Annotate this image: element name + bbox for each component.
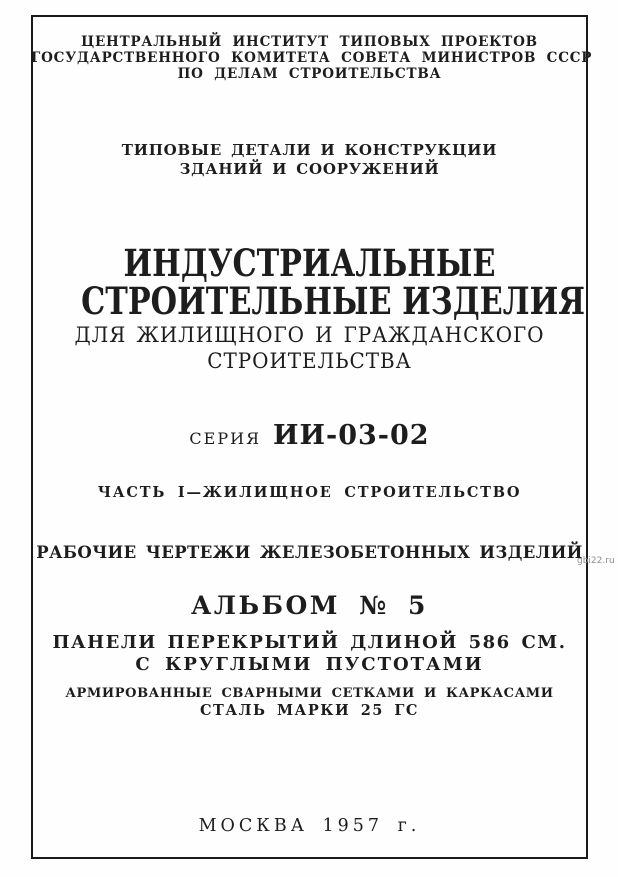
main-title-for-line-1: ДЛЯ ЖИЛИЩНОГО И ГРАЖДАНСКОГО <box>74 323 545 347</box>
series-row <box>31 420 588 451</box>
album-number-line: АЛЬБОМ № 5 <box>191 591 428 620</box>
main-title-line-2: СТРОИТЕЛЬНЫЕ ИЗДЕЛИЯ <box>81 279 586 323</box>
typical-details-line-2: ЗДАНИЙ И СООРУЖЕНИЙ <box>179 160 440 178</box>
institute-header-line-1: ЦЕНТРАЛЬНЫЙ ИНСТИТУТ ТИПОВЫХ ПРОЕКТОВ <box>81 34 538 50</box>
main-title-line-1: ИНДУСТРИАЛЬНЫЕ <box>123 241 496 285</box>
part-line: ЧАСТЬ I—ЖИЛИЩНОЕ СТРОИТЕЛЬСТВО <box>97 484 522 501</box>
series-code: ИИ-03-02 <box>272 420 430 451</box>
main-title-for-line-2: СТРОИТЕЛЬСТВА <box>207 349 412 373</box>
subject-line-1: ПАНЕЛИ ПЕРЕКРЫТИЙ ДЛИНОЙ 586 СМ. <box>52 632 567 653</box>
typical-details-line-1: ТИПОВЫЕ ДЕТАЛИ И КОНСТРУКЦИИ <box>121 141 498 159</box>
institute-header-line-3: ПО ДЕЛАМ СТРОИТЕЛЬСТВА <box>177 66 442 82</box>
subject-line-3: АРМИРОВАННЫЕ СВАРНЫМИ СЕТКАМИ И КАРКАСАМИ <box>65 686 554 701</box>
institute-header-line-2: ГОСУДАРСТВЕННОГО КОМИТЕТА СОВЕТА МИНИСТРОВ СССР <box>31 50 593 66</box>
subject-line-2: С КРУГЛЫМИ ПУСТОТАМИ <box>135 654 484 675</box>
subject-line-4: СТАЛЬ МАРКИ 25 ГС <box>200 702 419 719</box>
working-drawings-line: РАБОЧИЕ ЧЕРТЕЖИ ЖЕЛЕЗОБЕТОННЫХ ИЗДЕЛИЙ <box>36 543 583 562</box>
city-year-line: МОСКВА 1957 г. <box>198 816 421 836</box>
series-label: СЕРИЯ <box>189 429 261 448</box>
site-watermark: gbi22.ru <box>577 556 615 566</box>
